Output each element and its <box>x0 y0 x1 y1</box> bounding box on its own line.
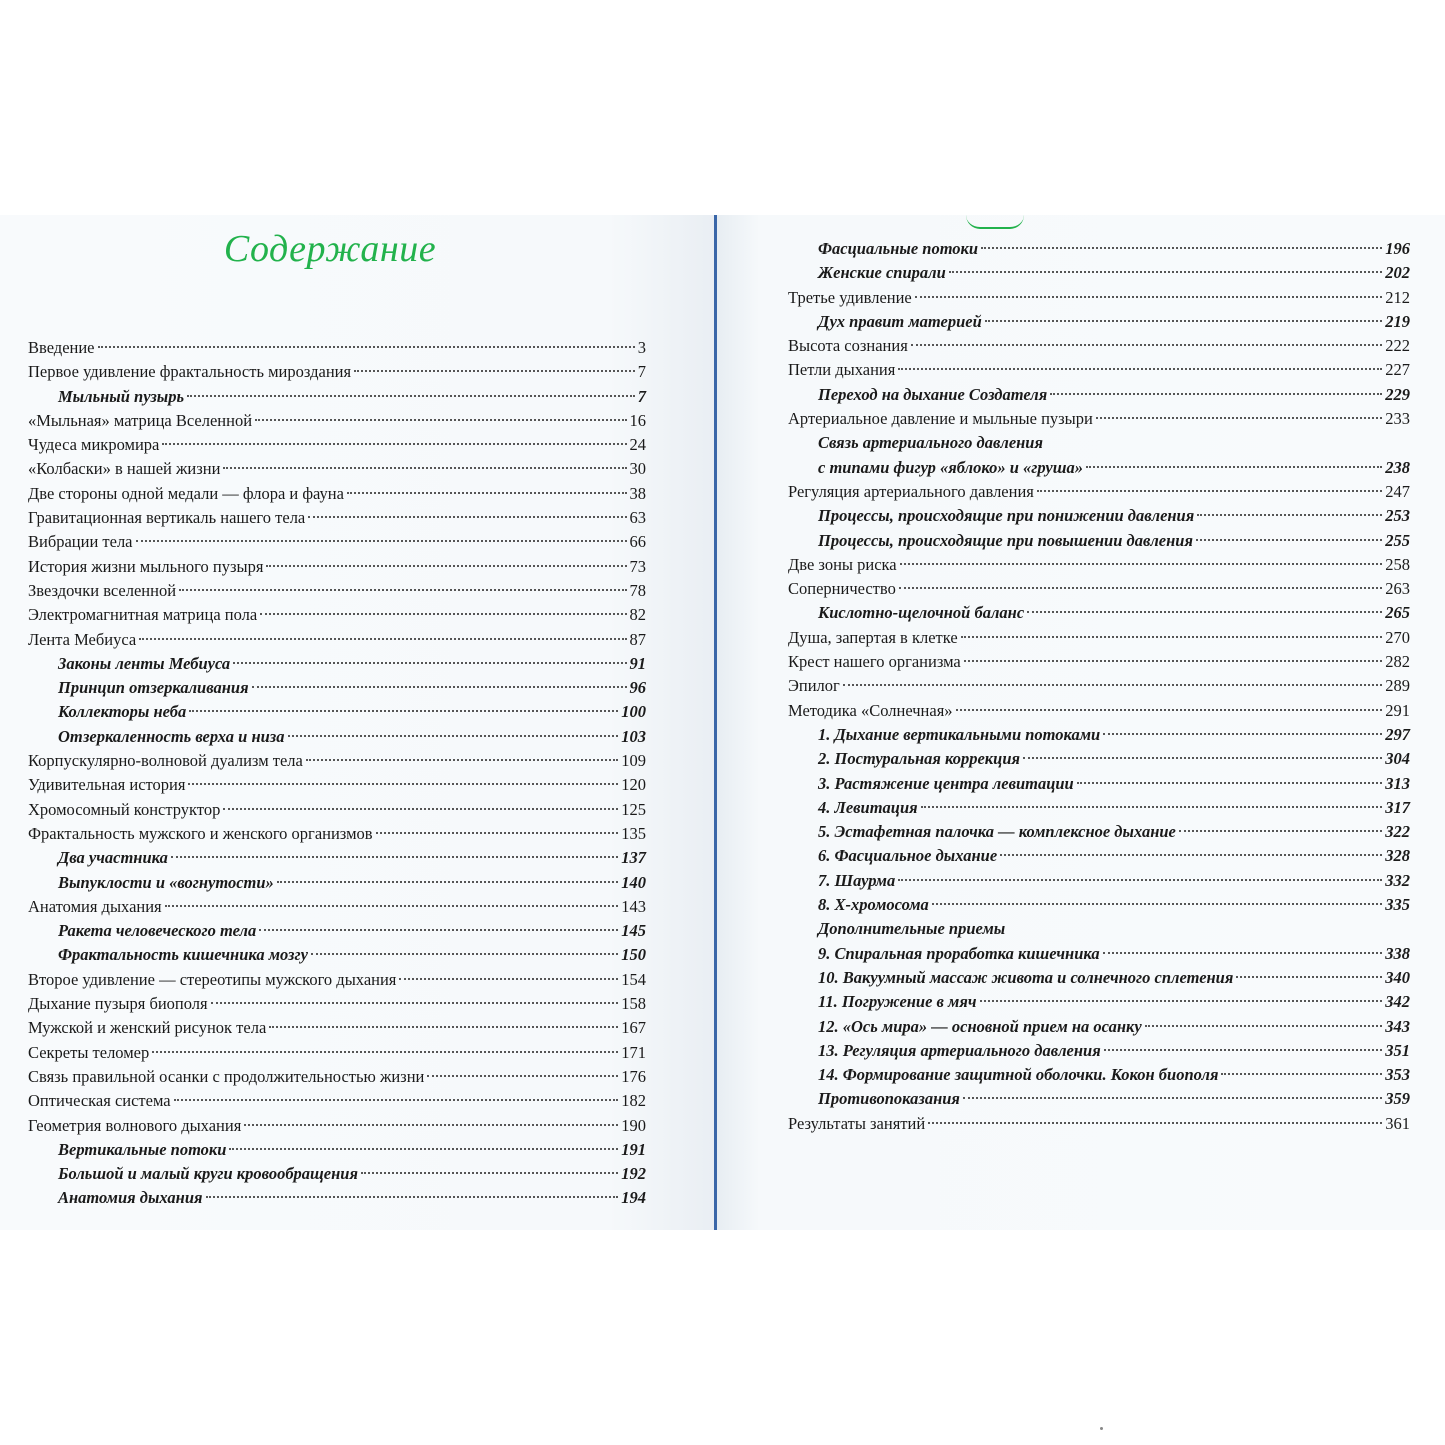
toc-entry-title: Электромагнитная матрица пола <box>28 605 258 625</box>
dot-leader <box>174 1099 619 1101</box>
dot-leader <box>964 660 1382 662</box>
toc-entry <box>788 917 1410 941</box>
toc-entry <box>28 871 646 895</box>
toc-entry-title: Две стороны одной медали — флора и фауна <box>28 483 344 503</box>
toc-entry-page: 120 <box>621 775 646 795</box>
toc-entry-page: 304 <box>1385 749 1410 769</box>
toc-entry-page: 143 <box>621 896 646 916</box>
toc-entry-page: 150 <box>621 945 646 965</box>
toc-entry <box>788 1087 1410 1111</box>
toc-entry-title: Мужской и женский рисунок тела <box>28 1018 267 1038</box>
toc-entry-page: 253 <box>1385 506 1410 526</box>
toc-entry <box>28 409 646 433</box>
toc-entry-title: Отзеркаленность верха и низа <box>58 726 285 746</box>
dot-leader <box>223 808 618 810</box>
toc-entry <box>28 555 646 579</box>
dot-leader <box>252 686 627 688</box>
ornament-icon <box>966 215 1024 229</box>
toc-entry-page: 222 <box>1385 336 1410 356</box>
toc-entry-page: 353 <box>1385 1065 1410 1085</box>
toc-entry-page: 91 <box>629 653 646 673</box>
toc-entry-page: 291 <box>1385 700 1410 720</box>
toc-entry <box>788 577 1410 601</box>
toc-entry <box>28 433 646 457</box>
dot-leader <box>136 540 627 542</box>
dot-leader <box>980 1000 1383 1002</box>
toc-entry-title: Душа, запертая в клетке <box>788 627 958 647</box>
toc-entry-page: 145 <box>621 921 646 941</box>
toc-entry-title: Методика «Солнечная» <box>788 700 953 720</box>
toc-entry <box>28 530 646 554</box>
toc-entry-page: 270 <box>1385 627 1410 647</box>
toc-entry <box>28 798 646 822</box>
toc-left-column <box>28 336 646 1211</box>
toc-entry-title: 3. Растяжение центра левитации <box>818 773 1074 793</box>
toc-entry-title: Коллекторы неба <box>58 702 187 722</box>
toc-entry <box>28 700 646 724</box>
dot-leader <box>1077 782 1383 784</box>
toc-entry-title: 13. Регуляция артериального давления <box>818 1040 1101 1060</box>
toc-entry-page: 247 <box>1385 481 1410 501</box>
toc-entry-title: Фрактальность мужского и женского организмов <box>28 823 373 843</box>
paper-speck <box>1100 1427 1103 1430</box>
dot-leader <box>911 344 1382 346</box>
toc-entry-page: 194 <box>621 1188 646 1208</box>
toc-entry-page: 255 <box>1385 530 1410 550</box>
toc-entry-page: 229 <box>1385 384 1410 404</box>
toc-entry <box>28 992 646 1016</box>
toc-entry <box>788 286 1410 310</box>
toc-entry-title: Ракета человеческого тела <box>58 921 257 941</box>
dot-leader <box>900 563 1383 565</box>
toc-entry-page: 359 <box>1385 1089 1410 1109</box>
dot-leader <box>1197 514 1382 516</box>
toc-entry-title: Выпуклости и «вогнутости» <box>58 872 274 892</box>
toc-entry <box>788 966 1410 990</box>
toc-entry-page: 7 <box>637 386 646 406</box>
toc-entry-page: 140 <box>621 872 646 892</box>
toc-entry <box>28 385 646 409</box>
toc-entry <box>788 893 1410 917</box>
toc-right-column <box>788 237 1410 1136</box>
dot-leader <box>179 589 626 591</box>
toc-entry <box>28 1041 646 1065</box>
dot-leader <box>921 806 1383 808</box>
dot-leader <box>162 443 626 445</box>
dot-leader <box>1221 1073 1382 1075</box>
toc-entry <box>28 749 646 773</box>
toc-entry-title: Мыльный пузырь <box>58 386 184 406</box>
toc-entry-title: Законы ленты Мебиуса <box>58 653 231 673</box>
dot-leader <box>311 953 618 955</box>
dot-leader <box>255 419 626 421</box>
toc-entry-title: 11. Погружение в мяч <box>818 992 977 1012</box>
toc-entry <box>788 723 1410 747</box>
toc-entry <box>28 1162 646 1186</box>
toc-entry <box>28 968 646 992</box>
toc-entry-title: Связь артериального давления <box>818 433 1043 453</box>
dot-leader <box>229 1148 618 1150</box>
toc-entry-page: 328 <box>1385 846 1410 866</box>
toc-entry-page: 190 <box>621 1115 646 1135</box>
toc-entry-page: 227 <box>1385 360 1410 380</box>
toc-entry-title: 4. Левитация <box>818 797 918 817</box>
toc-entry <box>788 480 1410 504</box>
toc-entry-title: 12. «Ось мира» — основной прием на осанку <box>818 1016 1142 1036</box>
dot-leader <box>928 1122 1382 1124</box>
toc-entry-page: 192 <box>621 1164 646 1184</box>
toc-entry-title: Женские спирали <box>818 263 946 283</box>
toc-entry-title: Связь правильной осанки с продолжительностью жизни <box>28 1066 425 1086</box>
toc-entry-page: 265 <box>1385 603 1410 623</box>
dot-leader <box>1027 611 1382 613</box>
toc-entry-title: 10. Вакуумный массаж живота и солнечного сплетения <box>818 967 1234 987</box>
toc-entry-page: 3 <box>637 338 646 357</box>
toc-entry <box>788 261 1410 285</box>
dot-leader <box>1000 854 1382 856</box>
toc-entry-title: 6. Фасциальное дыхание <box>818 846 998 866</box>
toc-entry-page: 202 <box>1385 263 1410 283</box>
toc-entry-title: Артериальное давление и мыльные пузыри <box>788 409 1093 429</box>
dot-leader <box>288 735 619 737</box>
dot-leader <box>898 879 1382 881</box>
dot-leader <box>259 929 618 931</box>
toc-entry <box>788 334 1410 358</box>
dot-leader <box>1050 393 1382 395</box>
dot-leader <box>223 467 626 469</box>
toc-entry-page: 263 <box>1385 579 1410 599</box>
toc-entry-page: 135 <box>621 823 646 843</box>
toc-entry-title: 1. Дыхание вертикальными потоками <box>818 724 1101 744</box>
toc-entry-title: Эпилог <box>788 676 840 696</box>
toc-entry <box>28 895 646 919</box>
toc-entry-page: 335 <box>1385 895 1410 915</box>
toc-entry <box>788 772 1410 796</box>
page-title: Содержание <box>223 228 437 270</box>
dot-leader <box>189 710 618 712</box>
dot-leader <box>376 832 619 834</box>
dot-leader <box>1236 976 1382 978</box>
toc-entry-title: Лента Мебиуса <box>28 629 137 649</box>
toc-entry-title: Дух правит материей <box>818 311 982 331</box>
toc-entry-page: 191 <box>621 1139 646 1159</box>
dot-leader <box>956 709 1383 711</box>
toc-entry-page: 233 <box>1385 409 1410 429</box>
toc-entry-title: Чудеса микромира <box>28 435 160 455</box>
toc-entry-title: 7. Шаурма <box>818 870 896 890</box>
toc-entry-page: 343 <box>1385 1016 1410 1036</box>
toc-entry-title: Противопоказания <box>818 1089 960 1109</box>
toc-entry <box>788 1063 1410 1087</box>
toc-entry-page: 297 <box>1385 724 1410 744</box>
dot-leader <box>187 395 635 397</box>
toc-entry <box>28 652 646 676</box>
dot-leader <box>211 1002 619 1004</box>
toc-entry <box>28 457 646 481</box>
toc-entry-title: Принцип отзеркаливания <box>58 678 249 698</box>
dot-leader <box>1023 757 1382 759</box>
dot-leader <box>1104 1049 1383 1051</box>
dot-leader <box>981 247 1382 249</box>
toc-entry-page: 82 <box>629 605 646 625</box>
dot-leader <box>188 783 618 785</box>
toc-entry-title: Переход на дыхание Создателя <box>818 384 1048 404</box>
toc-entry-page: 212 <box>1385 287 1410 307</box>
toc-entry-title: 9. Спиральная проработка кишечника <box>818 943 1100 963</box>
toc-entry-title: Петли дыхания <box>788 360 896 380</box>
toc-entry <box>28 1089 646 1113</box>
toc-entry-title: Хромосомный конструктор <box>28 799 221 819</box>
dot-leader <box>139 638 626 640</box>
toc-entry-title: Анатомия дыхания <box>28 896 162 916</box>
toc-entry <box>28 1065 646 1089</box>
toc-entry-title: 14. Формирование защитной оболочки. Кокон биополя <box>818 1065 1219 1085</box>
toc-entry-title: Два участника <box>58 848 168 868</box>
toc-entry <box>28 628 646 652</box>
toc-entry-title: Удивительная история <box>28 775 186 795</box>
toc-entry-title: Секреты теломер <box>28 1042 150 1062</box>
toc-entry-title: Геометрия волнового дыхания <box>28 1115 242 1135</box>
toc-entry <box>788 431 1410 455</box>
toc-entry-page: 109 <box>621 751 646 771</box>
toc-entry-title: Две зоны риска <box>788 554 897 574</box>
toc-entry <box>788 456 1410 480</box>
toc-entry <box>28 360 646 384</box>
toc-entry <box>788 869 1410 893</box>
toc-entry-page: 313 <box>1385 773 1410 793</box>
dot-leader <box>244 1124 618 1126</box>
toc-entry-page: 7 <box>637 362 646 382</box>
toc-entry-title: Анатомия дыхания <box>58 1188 203 1208</box>
toc-entry-title: Результаты занятий <box>788 1113 926 1133</box>
toc-entry-page: 342 <box>1385 992 1410 1012</box>
dot-leader <box>152 1051 618 1053</box>
toc-entry <box>28 919 646 943</box>
dot-leader <box>427 1075 618 1077</box>
toc-entry <box>788 844 1410 868</box>
toc-entry-page: 16 <box>629 410 646 430</box>
dot-leader <box>1196 539 1382 541</box>
toc-entry-page: 63 <box>629 508 646 528</box>
dot-leader <box>1103 733 1382 735</box>
toc-entry-title: Процессы, происходящие при повышении давления <box>818 530 1193 550</box>
toc-entry-page: 30 <box>629 459 646 479</box>
dot-leader <box>399 978 618 980</box>
toc-entry-title: Соперничество <box>788 579 896 599</box>
toc-entry <box>28 336 646 360</box>
toc-entry <box>788 747 1410 771</box>
toc-entry-page: 154 <box>621 969 646 989</box>
toc-entry-title: Введение <box>28 338 95 357</box>
toc-entry-page: 24 <box>629 435 646 455</box>
toc-entry <box>28 506 646 530</box>
toc-entry <box>28 1186 646 1210</box>
dot-leader <box>233 662 626 664</box>
toc-entry <box>788 601 1410 625</box>
toc-entry <box>28 1138 646 1162</box>
toc-entry-title: Первое удивление фрактальность мироздания <box>28 362 352 382</box>
toc-entry <box>788 796 1410 820</box>
toc-entry-title: Кислотно-щелочной баланс <box>818 603 1025 623</box>
toc-entry-title: 2. Постуральная коррекция <box>818 749 1021 769</box>
toc-entry <box>28 482 646 506</box>
toc-entry <box>28 579 646 603</box>
dot-leader <box>165 905 619 907</box>
toc-entry <box>788 674 1410 698</box>
toc-entry <box>788 407 1410 431</box>
toc-entry <box>28 1016 646 1040</box>
dot-leader <box>1179 830 1382 832</box>
toc-entry-page: 171 <box>621 1042 646 1062</box>
toc-entry-page: 158 <box>621 994 646 1014</box>
toc-entry <box>788 990 1410 1014</box>
toc-entry-title: Регуляция артериального давления <box>788 481 1034 501</box>
toc-entry <box>788 310 1410 334</box>
toc-entry-title: Вибрации тела <box>28 532 133 552</box>
dot-leader <box>1103 952 1383 954</box>
dot-leader <box>961 636 1383 638</box>
toc-entry <box>788 504 1410 528</box>
toc-entry <box>788 942 1410 966</box>
toc-entry <box>788 529 1410 553</box>
book-spread <box>0 215 1445 1230</box>
toc-entry-page: 317 <box>1385 797 1410 817</box>
toc-entry-page: 100 <box>621 702 646 722</box>
toc-entry <box>788 383 1410 407</box>
toc-entry <box>788 626 1410 650</box>
toc-entry-page: 125 <box>621 799 646 819</box>
toc-entry <box>28 676 646 700</box>
dot-leader <box>963 1097 1382 1099</box>
toc-entry-page: 87 <box>629 629 646 649</box>
dot-leader <box>98 346 635 348</box>
toc-entry-title: 8. Х-хромосома <box>818 895 929 915</box>
toc-entry-title: Фрактальность кишечника мозгу <box>58 945 308 965</box>
toc-entry <box>28 725 646 749</box>
toc-entry <box>788 358 1410 382</box>
toc-entry-title: Крест нашего организма <box>788 652 961 672</box>
toc-entry <box>28 773 646 797</box>
left-page <box>0 215 716 1230</box>
toc-entry-page: 167 <box>621 1018 646 1038</box>
dot-leader <box>347 492 627 494</box>
dot-leader <box>266 565 626 567</box>
toc-entry <box>788 820 1410 844</box>
dot-leader <box>898 368 1382 370</box>
toc-entry-title: Вертикальные потоки <box>58 1139 227 1159</box>
toc-entry-page: 332 <box>1385 870 1410 890</box>
dot-leader <box>1086 466 1382 468</box>
toc-entry <box>28 943 646 967</box>
toc-entry-title: История жизни мыльного пузыря <box>28 556 264 576</box>
toc-entry-page: 258 <box>1385 554 1410 574</box>
toc-entry-page: 219 <box>1385 311 1410 331</box>
dot-leader <box>985 320 1382 322</box>
toc-entry-page: 137 <box>621 848 646 868</box>
dot-leader <box>354 370 635 372</box>
toc-entry-page: 182 <box>621 1091 646 1111</box>
toc-entry <box>788 650 1410 674</box>
toc-entry <box>788 1112 1410 1136</box>
dot-leader <box>206 1196 619 1198</box>
book-gutter <box>714 215 717 1230</box>
toc-entry-page: 282 <box>1385 652 1410 672</box>
dot-leader <box>843 684 1382 686</box>
toc-entry-title: «Мыльная» матрица Вселенной <box>28 410 253 430</box>
toc-entry-title: «Колбаски» в нашей жизни <box>28 459 221 479</box>
toc-entry-title: Корпускулярно-волновой дуализм тела <box>28 751 303 771</box>
toc-entry <box>788 237 1410 261</box>
dot-leader <box>1096 417 1382 419</box>
toc-entry-title: Третье удивление <box>788 287 912 307</box>
dot-leader <box>932 903 1382 905</box>
toc-entry-page: 96 <box>629 678 646 698</box>
dot-leader <box>171 856 618 858</box>
toc-entry-page: 361 <box>1385 1113 1410 1133</box>
toc-entry-title: Фасциальные потоки <box>818 239 979 258</box>
toc-entry-title: Оптическая система <box>28 1091 171 1111</box>
dot-leader <box>1145 1025 1383 1027</box>
dot-leader <box>899 587 1382 589</box>
toc-entry-title: 5. Эстафетная палочка — комплексное дыхание <box>818 822 1176 842</box>
dot-leader <box>1037 490 1382 492</box>
toc-entry-page: 322 <box>1385 822 1410 842</box>
toc-entry <box>28 1114 646 1138</box>
toc-entry-page: 340 <box>1385 967 1410 987</box>
toc-entry-page: 176 <box>621 1066 646 1086</box>
toc-entry <box>28 603 646 627</box>
dot-leader <box>949 271 1382 273</box>
toc-entry-page: 66 <box>629 532 646 552</box>
toc-entry-title: Второе удивление — стереотипы мужского дыхания <box>28 969 397 989</box>
toc-entry-title: Гравитационная вертикаль нашего тела <box>28 508 306 528</box>
toc-entry-page: 103 <box>621 726 646 746</box>
dot-leader <box>269 1026 618 1028</box>
toc-entry-page: 78 <box>629 580 646 600</box>
toc-entry-page: 238 <box>1385 457 1410 477</box>
dot-leader <box>361 1172 618 1174</box>
toc-entry-page: 196 <box>1385 239 1410 258</box>
dot-leader <box>915 296 1382 298</box>
dot-leader <box>308 516 626 518</box>
toc-entry <box>788 1039 1410 1063</box>
toc-entry-title: Дополнительные приемы <box>818 919 1006 939</box>
toc-entry <box>788 1015 1410 1039</box>
dot-leader <box>277 881 618 883</box>
toc-entry-title: Дыхание пузыря биополя <box>28 994 208 1014</box>
toc-entry-page: 38 <box>629 483 646 503</box>
toc-entry <box>28 822 646 846</box>
toc-entry-title: с типами фигур «яблоко» и «груша» <box>818 457 1083 477</box>
toc-entry-title: Высота сознания <box>788 336 908 356</box>
toc-entry-page: 73 <box>629 556 646 576</box>
toc-entry-title: Звездочки вселенной <box>28 580 177 600</box>
toc-entry <box>788 699 1410 723</box>
toc-entry-page: 338 <box>1385 943 1410 963</box>
toc-entry-page: 289 <box>1385 676 1410 696</box>
dot-leader <box>260 613 626 615</box>
toc-entry-page: 351 <box>1385 1040 1410 1060</box>
toc-entry-title: Процессы, происходящие при понижении давления <box>818 506 1195 526</box>
toc-entry <box>28 846 646 870</box>
toc-entry <box>788 553 1410 577</box>
toc-entry-title: Большой и малый круги кровообращения <box>58 1164 358 1184</box>
dot-leader <box>306 759 618 761</box>
